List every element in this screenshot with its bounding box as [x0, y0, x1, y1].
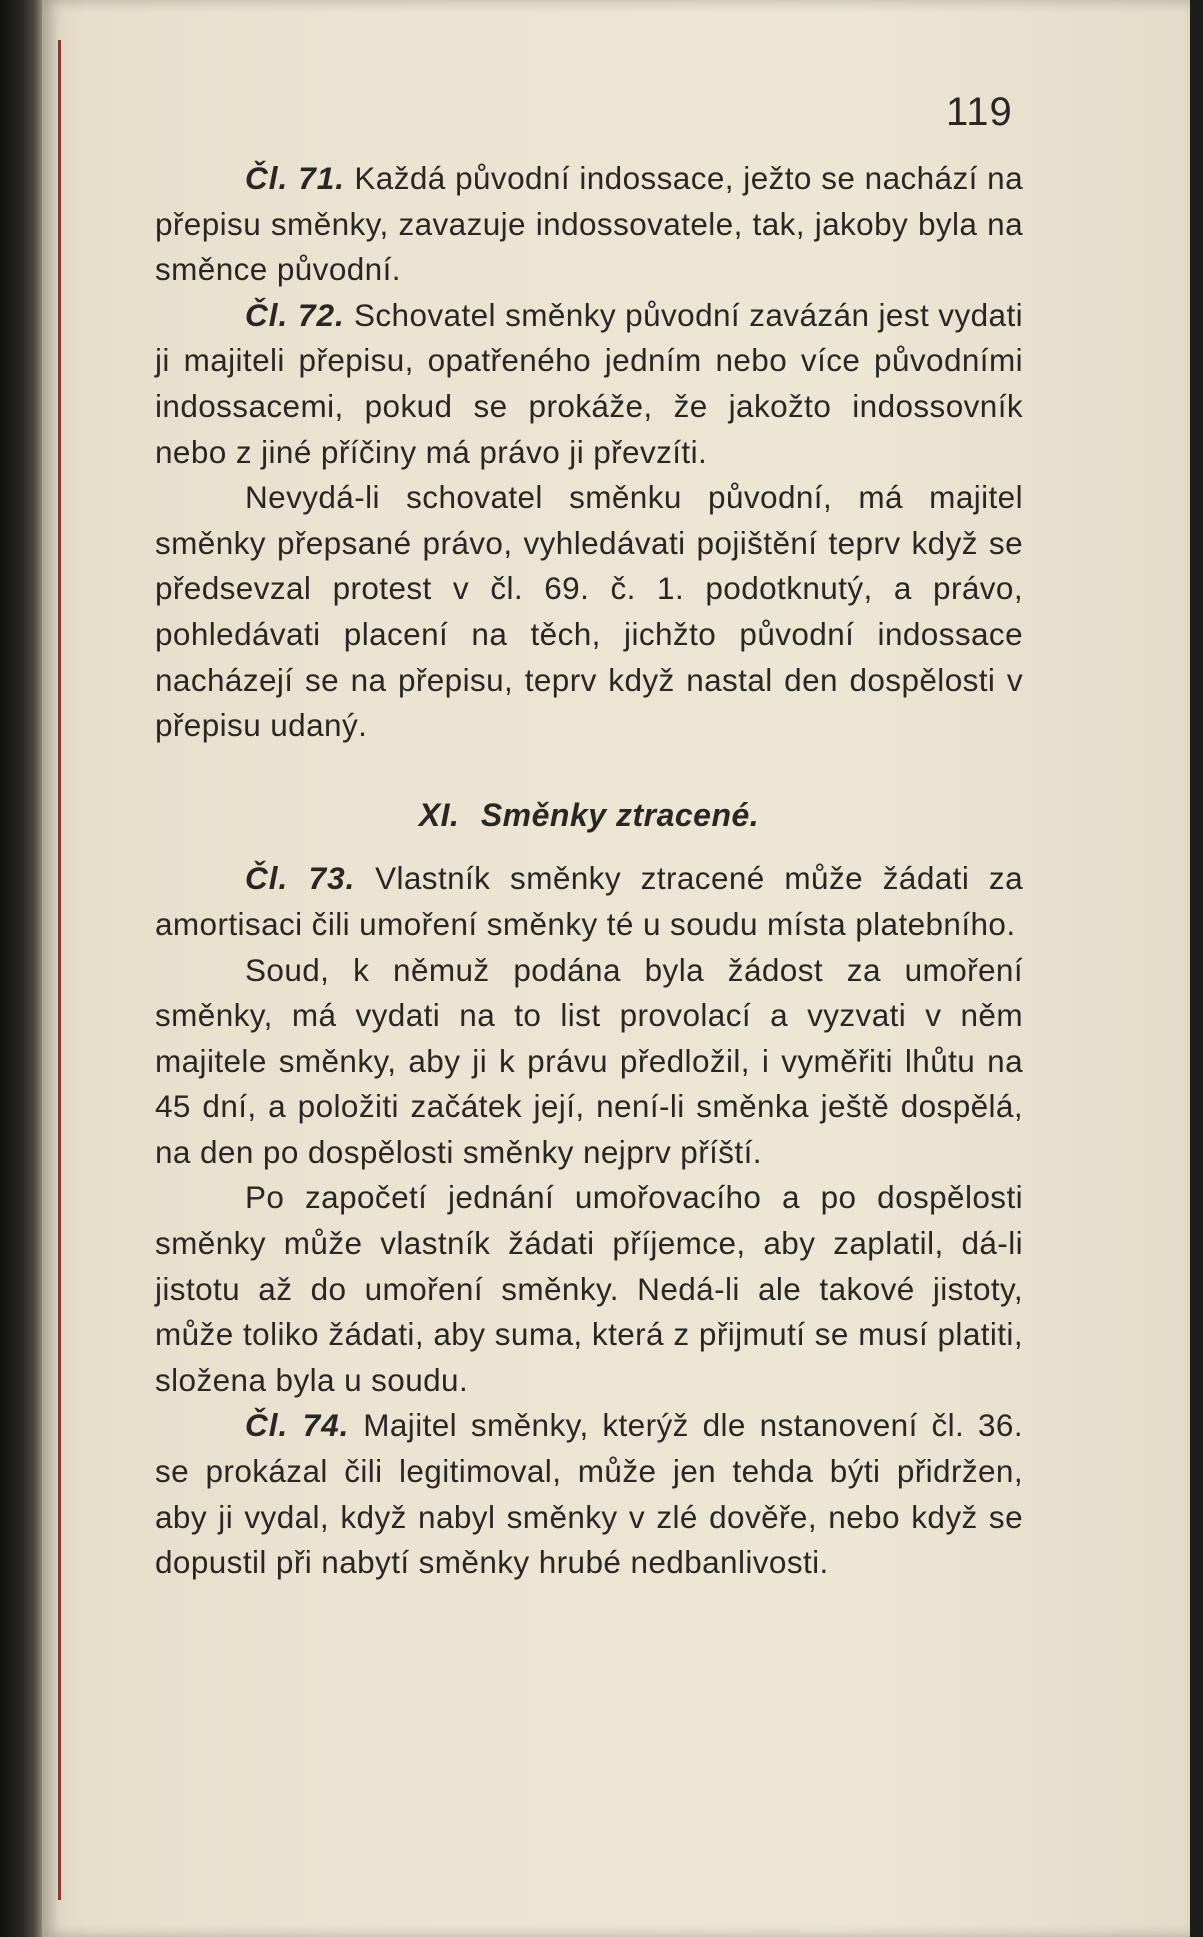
paragraph-text: Schovatel směnky původní zavázán jest vydati ji majiteli přepisu, opatřeného jedním nebo více původními indossacemi, pokud se prokáže, že jakožto indossovník nebo z jiné příčiny má právo ji převzíti. [155, 296, 1023, 470]
section-number: XI. [418, 796, 460, 833]
paragraph-art-74 [155, 1403, 1023, 1585]
paragraph-text: Po započetí jednání umořovacího a po dospělosti směnky může vlastník žádati příjemce, aby zaplatil, dá-li jistotu až do umoření směnky. Nedá-li ale takové jistoty, může toliko žádati, aby suma, která z přijmutí se musí platiti, složena byla u soudu. [155, 1179, 1023, 1398]
section-heading [155, 793, 1023, 839]
paragraph-text: Majitel směnky, kterýž dle nstanovení čl. 36. se prokázal čili legitimoval, může jen tehda býti přidržen, aby ji vydal, když nabyl směnky v zlé dověře, nebo když se dopustil při nabytí směnky hrubé nedbanlivosti. [155, 1407, 1023, 1581]
article-label: Čl. 74. [245, 1407, 350, 1444]
paragraph-text: Každá původní indossace, ježto se nachází na přepisu směnky, zavazuje indossovatele, tak, jakoby byla na směnce původní. [155, 160, 1023, 288]
paragraph-text: Nevydá-li schovatel směnku původní, má majitel směnky přepsané právo, vyhledávati pojištění teprv když se předsevzal protest v čl. 69. č. 1. podotknutý, a právo, pohledávati placení na těch, jichžto původní indossace nacházejí se na přepisu, teprv když nastal den dospělosti v přepisu udaný. [155, 479, 1023, 744]
book-spine [0, 0, 42, 1937]
binding-edge [58, 40, 61, 1900]
paragraph-art-73 [155, 856, 1023, 947]
article-label: Čl. 71. [245, 160, 346, 196]
paragraph-text: Vlastník směnky ztracené může žádati za amortisaci čili umoření směnky té u soudu místa platebního. [155, 860, 1023, 942]
paragraph-text: Soud, k němuž podána byla žádost za umoření směnky, má vydati na to list provolací a vyzvati v něm majitele směnky, aby ji k právu předložil, i vyměřiti lhůtu na 45 dní, a položiti začátek její, není-li směnka ještě dospělá, na den po dospělosti směnky nejprv příští. [155, 951, 1023, 1170]
paragraph-art-73-po [155, 1175, 1023, 1403]
paragraph-art-72-continued [155, 475, 1023, 749]
article-label: Čl. 72. [245, 296, 345, 333]
article-label: Čl. 73. [245, 860, 356, 897]
paragraph-art-73-soud [155, 948, 1023, 1176]
paragraph-art-71 [155, 156, 1023, 293]
section-title: Směnky ztracené. [480, 796, 760, 833]
body-text [155, 156, 1023, 1586]
page-number: 119 [946, 90, 1013, 134]
paragraph-art-72 [155, 293, 1023, 475]
